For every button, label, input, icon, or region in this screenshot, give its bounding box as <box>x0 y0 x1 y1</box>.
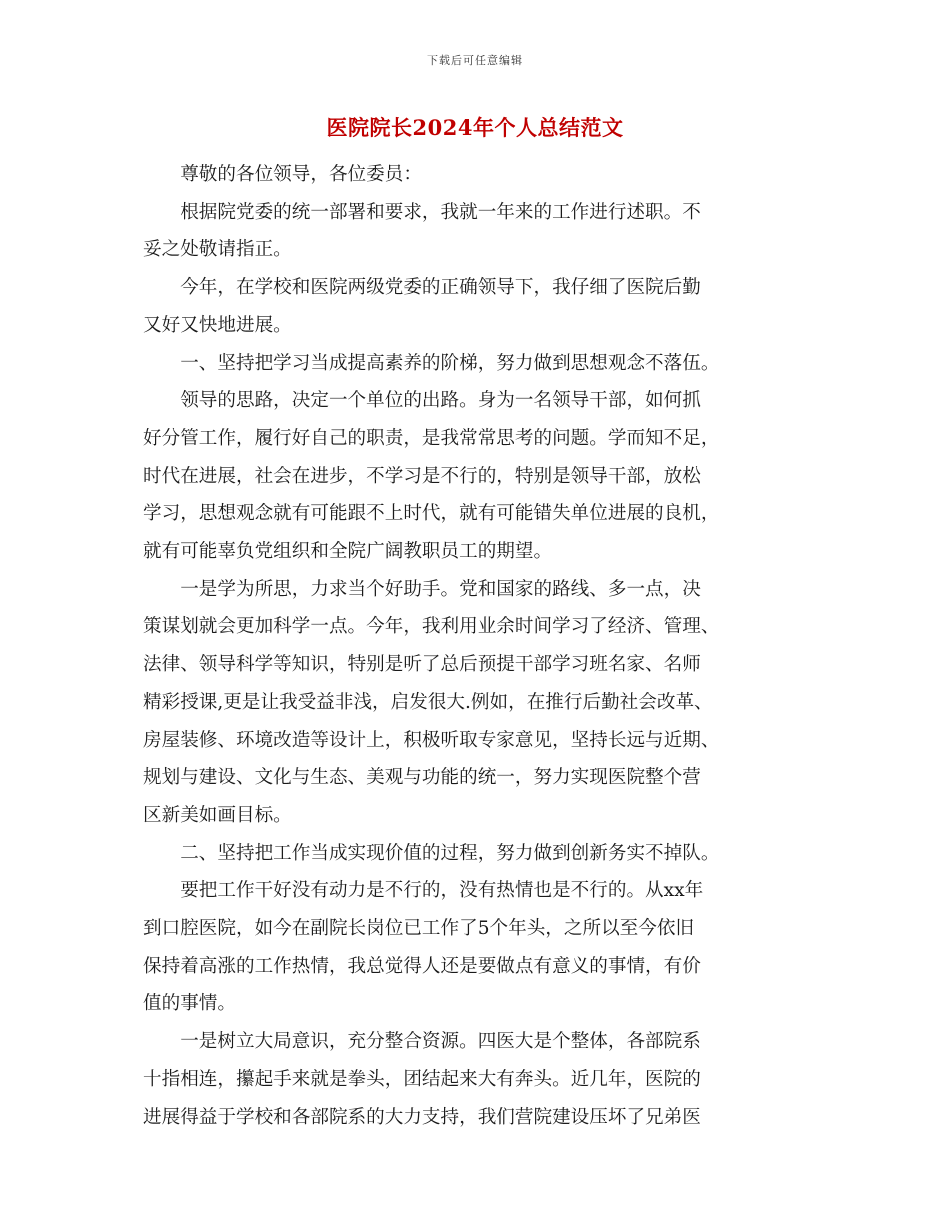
body-paragraph: 根据院党委的统一部署和要求，我就一年来的工作进行述职。不 妥之处敬请指正。 <box>143 201 701 261</box>
body-paragraph: 一是学为所思，力求当个好助手。党和国家的路线、多一点，决 策谋划就会更加科学一点。今年，我利用业余时间学习了经济、管理、 法律、领导科学等知识，特别是听了总后预提干部学习班名家、名师 精彩授课,更是让我受益非浅，启发很大.例如，在推行后勤社会改革、 房屋装修、环境改造等设计上，积极听取专家意见，坚持长远与近期、 规划与建设、文化与生态、美观与功能的统一，努力实现医院整个营 区新美如画目标。 <box>143 578 720 826</box>
document-body <box>143 156 807 1136</box>
document-title: 医院院长2024年个人总结范文 <box>326 115 624 140</box>
body-paragraph: 今年，在学校和医院两级党委的正确领导下，我仔细了医院后勤 又好又快地进展。 <box>143 277 701 336</box>
section-heading-paragraph: 二、坚持把工作当成实现价值的过程，努力做到创新务实不掉队。 <box>180 842 720 864</box>
body-paragraph: 领导的思路，决定一个单位的出路。身为一名领导干部，如何抓 好分管工作，履行好自己的职责，是我常常思考的问题。学而知不足， 时代在进展，社会在进步，不学习是不行的，特别是领导干部，放松 学习，思想观念就有可能跟不上时代，就有可能错失单位进展的良机， 就有可能辜负党组织和全院广阔教职员工的期望。 <box>143 390 720 563</box>
body-paragraph: 一是树立大局意识，充分整合资源。四医大是个整体，各部院系 十指相连，攥起手来就是拳头，团结起来大有奔头。近几年，医院的 进展得益于学校和各部院系的大力支持，我们营院建设压坏了兄弟医 <box>143 1031 701 1128</box>
page-header-note: 下载后可任意编辑 <box>427 54 523 67</box>
salutation-paragraph: 尊敬的各位领导，各位委员： <box>180 164 422 185</box>
body-paragraph: 要把工作干好没有动力是不行的，没有热情也是不行的。从xx年 到口腔医院，如今在副院长岗位已工作了5个年头，之所以至今依旧 保持着高涨的工作热情，我总觉得人还是要做点有意义的事情，有价 值的事情。 <box>143 880 704 1015</box>
section-heading-paragraph: 一、坚持把学习当成提高素养的阶梯，努力做到思想观念不落伍。 <box>180 352 720 374</box>
